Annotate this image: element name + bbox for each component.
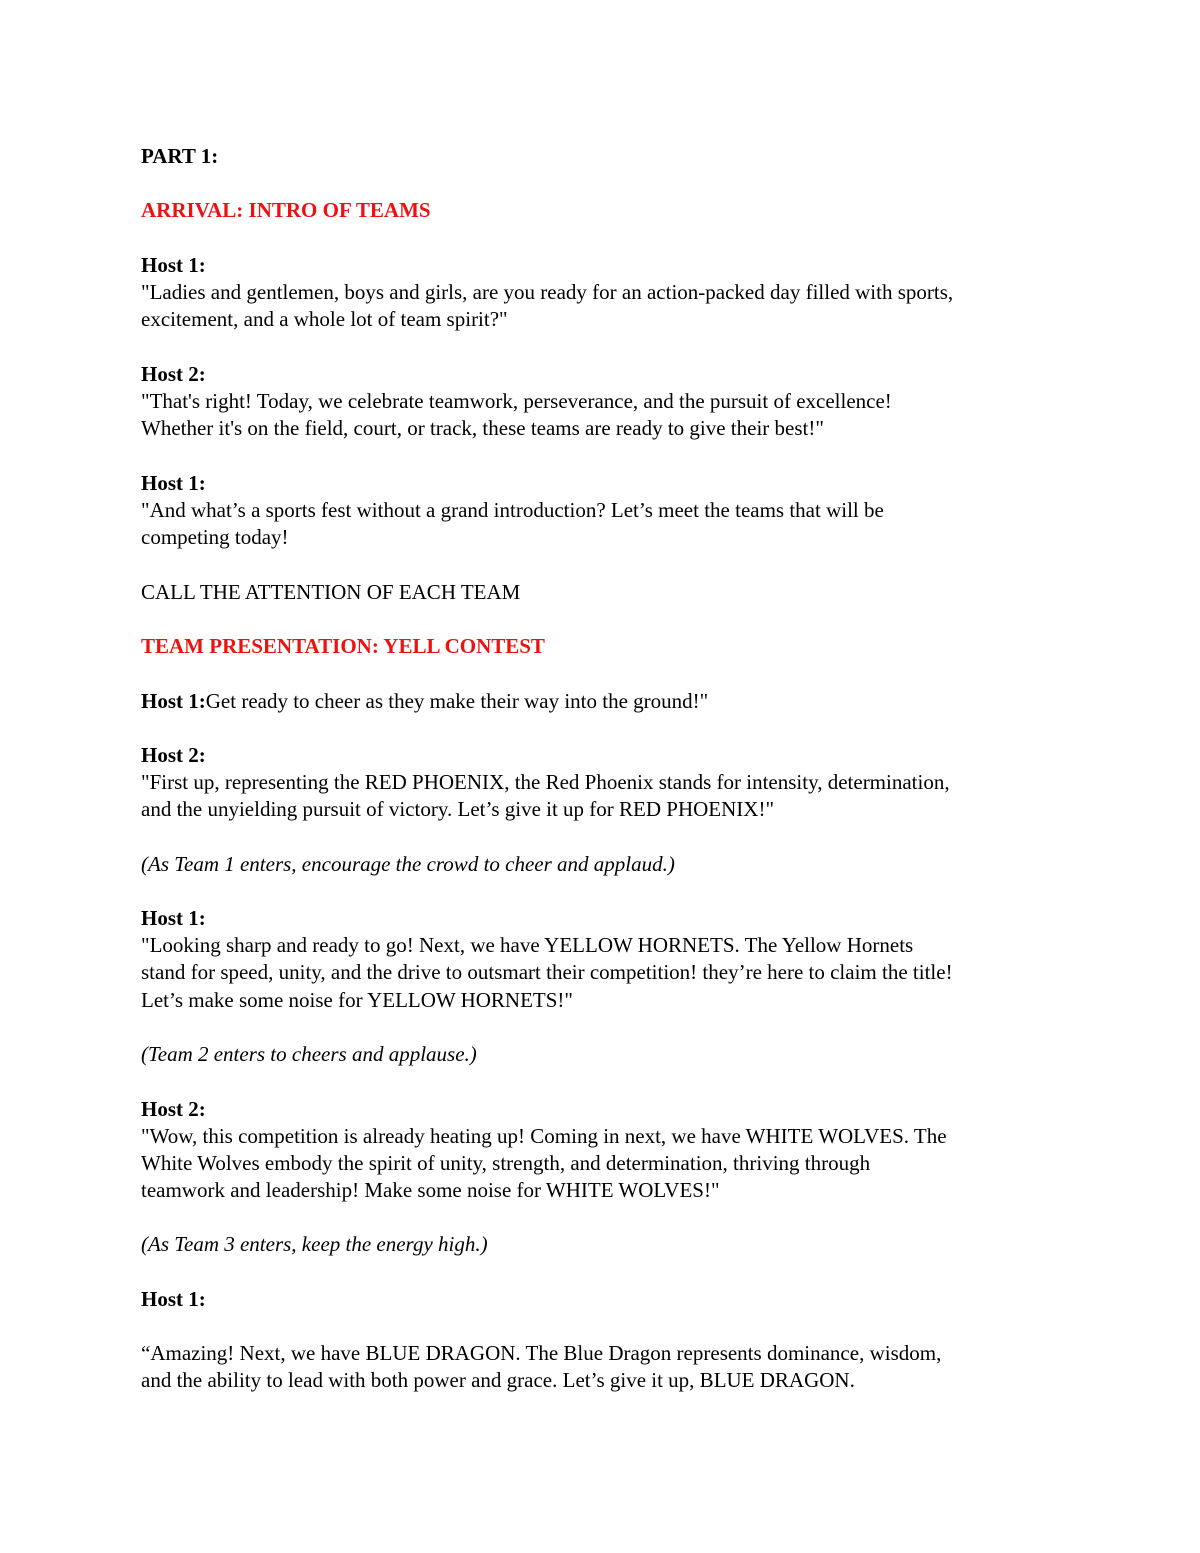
speaker-label: Host 1: (141, 253, 206, 277)
speaker-label: Host 2: (141, 743, 206, 767)
speaker-label: Host 2: (141, 1097, 206, 1121)
dialogue-line: White Wolves embody the spirit of unity, strength, and determination, thriving through (141, 1151, 871, 1175)
dialogue-line: "And what’s a sports fest without a grand introduction? Let’s meet the teams that will be (141, 498, 884, 522)
dialogue-line: stand for speed, unity, and the drive to outsmart their competition! they’re here to claim the title! (141, 960, 953, 984)
part-heading: PART 1: (141, 144, 219, 168)
dialogue-line: excitement, and a whole lot of team spirit?" (141, 307, 508, 331)
dialogue-line: “Amazing! Next, we have BLUE DRAGON. The Blue Dragon represents dominance, wisdom, (141, 1341, 942, 1365)
speaker-label: Host 2: (141, 362, 206, 386)
dialogue-line: "Ladies and gentlemen, boys and girls, are you ready for an action-packed day filled with sports, (141, 280, 954, 304)
call-attention-text: CALL THE ATTENTION OF EACH TEAM (141, 580, 521, 604)
speaker-label: Host 1: (141, 689, 206, 713)
dialogue-line: competing today! (141, 525, 289, 549)
dialogue-text: Get ready to cheer as they make their way into the ground!" (205, 689, 709, 713)
stage-direction: (As Team 3 enters, keep the energy high.) (141, 1232, 488, 1256)
dialogue-line: and the ability to lead with both power and grace. Let’s give it up, BLUE DRAGON. (141, 1368, 855, 1392)
stage-direction: (Team 2 enters to cheers and applause.) (141, 1042, 477, 1066)
dialogue-line: "That's right! Today, we celebrate teamwork, perseverance, and the pursuit of excellence! (141, 389, 892, 413)
speaker-label: Host 1: (141, 471, 206, 495)
stage-direction: (As Team 1 enters, encourage the crowd to cheer and applaud.) (141, 852, 675, 876)
dialogue-line: Let’s make some noise for YELLOW HORNETS!" (141, 988, 573, 1012)
speaker-label: Host 1: (141, 1287, 206, 1311)
dialogue-line: "Looking sharp and ready to go! Next, we have YELLOW HORNETS. The Yellow Hornets (141, 933, 914, 957)
dialogue-line: and the unyielding pursuit of victory. Let’s give it up for RED PHOENIX!" (141, 797, 775, 821)
dialogue-line: teamwork and leadership! Make some noise for WHITE WOLVES!" (141, 1178, 720, 1202)
dialogue-line: Whether it's on the field, court, or track, these teams are ready to give their best!" (141, 416, 824, 440)
team-presentation-heading: TEAM PRESENTATION: YELL CONTEST (141, 634, 545, 658)
dialogue-line: "Wow, this competition is already heating up! Coming in next, we have WHITE WOLVES. The (141, 1124, 947, 1148)
host1-inline-line (141, 691, 708, 712)
arrival-heading: ARRIVAL: INTRO OF TEAMS (141, 198, 431, 222)
dialogue-line: "First up, representing the RED PHOENIX, the Red Phoenix stands for intensity, determination, (141, 770, 950, 794)
speaker-label: Host 1: (141, 906, 206, 930)
